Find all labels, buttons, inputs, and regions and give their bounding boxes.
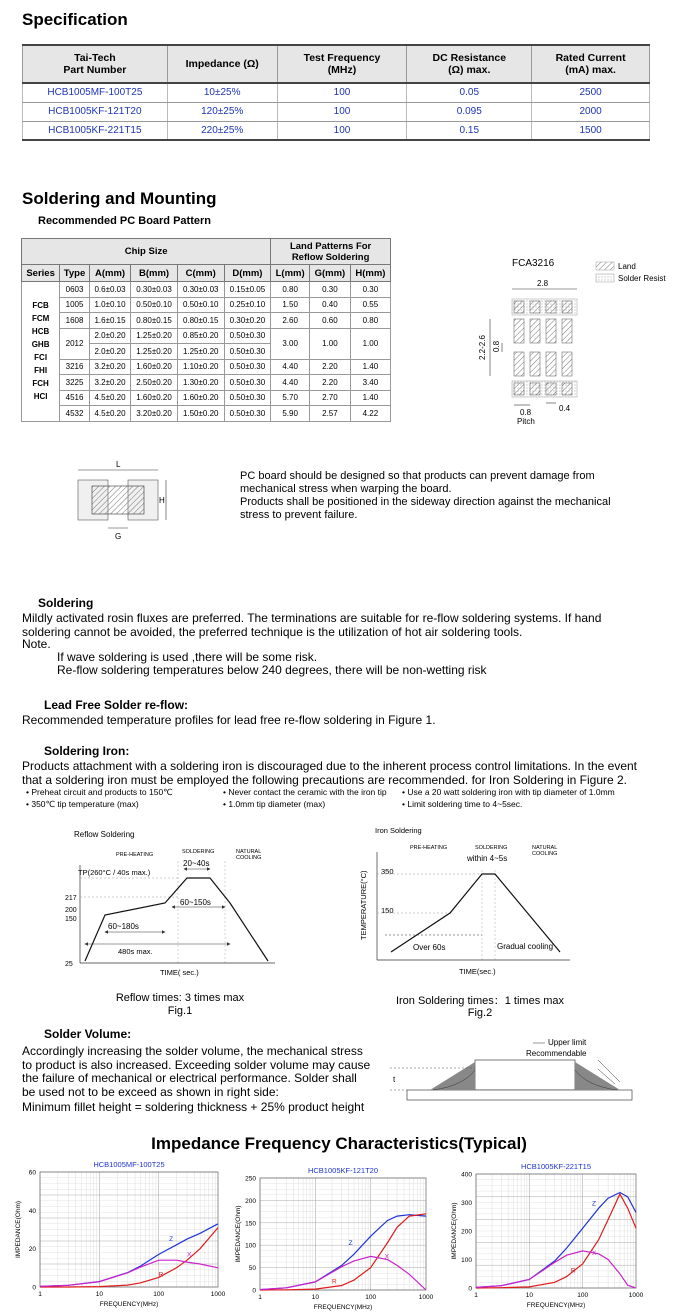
land-col-header: C(mm)	[177, 265, 224, 282]
impedance-xlabel: FREQUENCY(MHz)	[313, 1304, 373, 1311]
impedance-series-label: Z	[592, 1200, 597, 1208]
land-cell: 0.30	[310, 282, 351, 298]
impedance-chart-title: HCB1005KF-121T20	[307, 1166, 379, 1175]
land-cell: 1.25±0.20	[131, 344, 178, 360]
land-cell: 4.5±0.20	[89, 390, 130, 406]
volume-recommend-label: Recommendable	[526, 1049, 587, 1058]
land-col-header: A(mm)	[89, 265, 130, 282]
dim-inner: 0.8	[492, 340, 501, 352]
impedance-y-tick: 0	[468, 1285, 472, 1293]
rated-current-header: Rated Current (mA) max.	[532, 45, 650, 83]
land-cell: 0.50±0.30	[224, 406, 271, 422]
spec-cell: 2500	[532, 83, 650, 102]
fca3216-diagram	[472, 255, 672, 430]
land-cell: 1.30±0.20	[177, 375, 224, 391]
impedance-ylabel: IMPEDANCE(Ohm)	[235, 1205, 242, 1263]
impedance-y-tick: 150	[245, 1220, 256, 1228]
series-list	[22, 282, 60, 422]
reflow-20-40: 20~40s	[183, 859, 210, 868]
land-cell: 1.40	[350, 390, 390, 406]
series-item: FHI	[34, 366, 48, 376]
soldering-note-label: Note.	[22, 637, 51, 651]
land-cell: 0.50±0.30	[224, 359, 271, 375]
impedance-y-tick: 0	[32, 1284, 36, 1292]
spec-cell: 100	[277, 121, 407, 140]
impedance-y-tick: 40	[28, 1207, 36, 1215]
impedance-series-label: X	[384, 1253, 390, 1261]
land-cell: 0.50±0.30	[224, 328, 271, 344]
land-cell: 1.25±0.20	[177, 344, 224, 360]
spec-cell: 0.15	[407, 121, 532, 140]
iron-bullet-4: • 350℃ tip temperature (max)	[26, 799, 139, 809]
land-row	[22, 390, 391, 406]
impedance-y-tick: 300	[461, 1200, 472, 1207]
land-pattern-table	[21, 238, 391, 422]
impedance-title: Impedance Frequency Characteristics(Typical)	[151, 1134, 527, 1153]
leadfree-text: Recommended temperature profiles for lead free re-flow soldering in Figure 1.	[22, 713, 436, 727]
spec-row	[23, 83, 650, 102]
land-cell: 2.57	[310, 406, 351, 422]
pad-label-h: H	[159, 496, 165, 505]
land-cell: 0603	[60, 282, 90, 298]
iron-text: Products attachment with a soldering iron is discouraged due to the inherent process control limitations. In the event that a soldering iron must be employed the following precautions are recommended. for Iron Soldering in Figure 2.	[22, 759, 638, 787]
iron-within: within 4~5s	[467, 854, 508, 863]
iron-xlabel: TIME(sec.)	[459, 967, 496, 976]
spec-row	[23, 121, 650, 140]
land-cell: 0.50±0.30	[224, 344, 271, 360]
iron-bullet-3: • Use a 20 watt soldering iron with tip diameter of 1.0mm	[402, 787, 615, 797]
dim-pitch: 0.8	[520, 408, 532, 417]
spec-cell: HCB1005KF-121T20	[23, 102, 168, 121]
land-row	[22, 313, 391, 329]
reflow-480: 480s max.	[118, 947, 153, 956]
impedance-x-tick: 10	[525, 1292, 533, 1299]
land-cell: 0.15±0.05	[224, 282, 271, 298]
impedance-y-tick: 60	[28, 1169, 36, 1177]
pc-board-note: PC board should be designed so that products can prevent damage from mechanical stress when warping the board. Products shall be positioned in the sideway direction against the mechanical stress to prevent failure.	[240, 470, 611, 521]
spec-cell: 10±25%	[167, 83, 277, 102]
part-number-header: Tai-Tech Part Number	[23, 45, 168, 83]
land-col-header: G(mm)	[310, 265, 351, 282]
land-cell: 0.6±0.03	[89, 282, 130, 298]
volume-min-fillet: Minimum fillet height = soldering thickness + 25% product height	[22, 1100, 365, 1114]
iron-phase-cooling-2: COOLING	[532, 851, 558, 857]
impedance-x-tick: 100	[577, 1292, 589, 1299]
land-cell: 2.20	[310, 375, 351, 391]
iron-phase-preheat: PRE-HEATING	[410, 845, 448, 851]
land-cell: 1.60±0.20	[131, 390, 178, 406]
land-cell: 0.30	[350, 282, 390, 298]
land-cell: 1.10±0.20	[177, 359, 224, 375]
series-item: FCI	[34, 353, 48, 363]
land-cell: 1.60±0.20	[131, 359, 178, 375]
land-cell: 4.5±0.20	[89, 406, 130, 422]
land-cell: 4532	[60, 406, 90, 422]
reflow-tp: TP(260°C / 40s max.)	[78, 868, 151, 877]
impedance-chart-2	[228, 1164, 438, 1312]
impedance-series-z	[476, 1193, 636, 1288]
impedance-xlabel: FREQUENCY(MHz)	[526, 1302, 586, 1309]
impedance-chart-title: HCB1005KF-221T15	[520, 1162, 592, 1171]
iron-bullet-2: • Never contact the ceramic with the iron tip	[223, 787, 387, 797]
spec-cell: 1500	[532, 121, 650, 140]
iron-gradual: Gradual cooling	[497, 942, 554, 951]
land-cell: 4.22	[350, 406, 390, 422]
land-cell: 1.60±0.20	[177, 390, 224, 406]
iron-chart	[355, 822, 585, 982]
pad-label-g: G	[115, 532, 122, 541]
impedance-x-tick: 10	[95, 1291, 103, 1298]
land-row	[22, 297, 391, 313]
land-col-header: D(mm)	[224, 265, 271, 282]
series-item: FCM	[31, 314, 50, 324]
impedance-series-label: R	[331, 1278, 337, 1286]
impedance-series-label: X	[592, 1250, 597, 1258]
land-cell: 4.40	[271, 375, 310, 391]
test-frequency-header: Test Frequency (MHz)	[277, 45, 407, 83]
impedance-x-tick: 10	[311, 1294, 319, 1301]
reflow-title: Reflow Soldering	[74, 830, 135, 839]
reflow-caption: Reflow times: 3 times max	[115, 992, 245, 1004]
soldering-note-1: If wave soldering is used ,there will be some risk.	[57, 650, 318, 664]
reflow-y-217: 217	[65, 895, 77, 902]
spec-cell: 100	[277, 102, 407, 121]
land-row	[22, 406, 391, 422]
land-cell: 4516	[60, 390, 90, 406]
land-cell: 2.0±0.20	[89, 344, 130, 360]
land-cell: 1.0±0.10	[89, 297, 130, 313]
iron-bullet-6: • Limit soldering time to 4~5sec.	[402, 799, 523, 809]
legend-resist-swatch	[596, 274, 614, 282]
impedance-series-label: X	[186, 1251, 192, 1259]
leadfree-title: Lead Free Solder re-flow:	[44, 698, 189, 712]
land-cell: 1.25±0.20	[131, 328, 178, 344]
iron-over: Over 60s	[413, 943, 446, 952]
iron-phase-cooling-1: NATURAL	[532, 845, 558, 851]
land-cell: 2.20	[310, 359, 351, 375]
reflow-y-25: 25	[65, 961, 73, 968]
land-cell: 1.50	[271, 297, 310, 313]
spec-cell: HCB1005KF-221T15	[23, 121, 168, 140]
reflow-phase-preheat: PRE-HEATING	[116, 852, 154, 858]
impedance-series-label: R	[158, 1271, 164, 1279]
impedance-chart-3	[440, 1160, 650, 1312]
land-cell: 0.50±0.10	[177, 297, 224, 313]
land-cell: 1.00	[350, 328, 390, 359]
land-patterns-header	[271, 239, 391, 265]
spec-cell: HCB1005MF-100T25	[23, 83, 168, 102]
impedance-series-label: R	[570, 1267, 576, 1275]
land-cell: 4.40	[271, 359, 310, 375]
land-col-header: B(mm)	[131, 265, 178, 282]
impedance-xlabel: FREQUENCY(MHz)	[99, 1301, 159, 1308]
land-cell: 0.55	[350, 297, 390, 313]
volume-text: Accordingly increasing the solder volume, the mechanical stress to product is also increased. Exceeding solder volume may cause the failure of mechanical or electrical performance. Solder shall be used not to be exceed as shown in right side:	[22, 1044, 371, 1099]
land-cell: 0.60	[310, 313, 351, 329]
impedance-x-tick: 1	[474, 1292, 478, 1299]
land-cell: 0.30±0.03	[177, 282, 224, 298]
land-cell: 2.50±0.20	[131, 375, 178, 391]
land-row	[22, 359, 391, 375]
land-cell: 2012	[60, 328, 90, 359]
land-cell: 0.50±0.10	[131, 297, 178, 313]
land-cell: 5.70	[271, 390, 310, 406]
spec-cell: 2000	[532, 102, 650, 121]
land-row	[22, 282, 391, 298]
dim-pitch-label: Pitch	[517, 417, 535, 426]
land-cell: 3.40	[350, 375, 390, 391]
dim-gap: 0.4	[559, 404, 571, 413]
reflow-xlabel: TIME( sec.)	[160, 968, 199, 977]
fca-title: FCA3216	[512, 258, 555, 269]
impedance-y-tick: 20	[28, 1246, 36, 1254]
impedance-x-tick: 1	[38, 1291, 42, 1298]
solder-volume-diagram	[385, 1034, 645, 1106]
spec-cell: 220±25%	[167, 121, 277, 140]
land-cell: 1005	[60, 297, 90, 313]
iron-caption: Iron Soldering times：1 times max	[395, 995, 565, 1007]
reflow-y-150: 150	[65, 916, 77, 923]
volume-title: Solder Volume:	[44, 1027, 132, 1041]
iron-y-150: 150	[381, 906, 394, 915]
impedance-y-tick: 200	[245, 1197, 256, 1205]
pad-label-l: L	[116, 460, 121, 469]
iron-chart-title: Iron Soldering	[375, 826, 422, 835]
impedance-x-tick: 1000	[418, 1294, 434, 1301]
impedance-y-tick: 100	[245, 1242, 256, 1250]
land-col-header: L(mm)	[271, 265, 310, 282]
spec-cell: 0.05	[407, 83, 532, 102]
series-item: HCB	[31, 327, 50, 337]
spec-table	[22, 44, 650, 141]
land-cell: 3216	[60, 359, 90, 375]
iron-phase-soldering: SOLDERING	[475, 845, 508, 851]
spec-title: Specification	[22, 10, 128, 29]
impedance-x-tick: 100	[153, 1291, 165, 1298]
mounting-title: Soldering and Mounting	[22, 189, 217, 208]
land-cell: 3.20±0.20	[131, 406, 178, 422]
impedance-y-tick: 250	[245, 1175, 256, 1183]
series-item: FCH	[32, 379, 49, 389]
land-cell: 5.90	[271, 406, 310, 422]
land-cell: 3.2±0.20	[89, 359, 130, 375]
series-item: GHB	[31, 340, 50, 350]
reflow-profile-line	[85, 878, 268, 961]
chip-size-header: Chip Size	[22, 239, 271, 265]
impedance-series-label: Z	[348, 1240, 353, 1248]
iron-profile-line	[391, 874, 560, 952]
board-pattern-title: Recommended PC Board Pattern	[38, 215, 211, 227]
land-cell: 0.40	[310, 297, 351, 313]
legend-land-label: Land	[618, 262, 636, 271]
reflow-phase-cooling-1: NATURAL	[236, 849, 262, 855]
land-cell: 0.80	[350, 313, 390, 329]
land-cell: 0.30±0.20	[224, 313, 271, 329]
impedance-ylabel: IMPEDANCE(Ohm)	[451, 1202, 458, 1260]
land-cell: 3.00	[271, 328, 310, 359]
impedance-y-tick: 200	[461, 1228, 472, 1236]
iron-bullet-1: • Preheat circuit and products to 150℃	[26, 787, 173, 797]
volume-t-label: t	[393, 1075, 396, 1084]
impedance-ylabel: IMPEDANCE(Ohm)	[15, 1200, 22, 1259]
impedance-chart-title: HCB1005MF-100T25	[93, 1160, 165, 1169]
land-col-header: Type	[60, 265, 90, 282]
volume-upper-label: Upper limit	[548, 1038, 587, 1047]
impedance-y-tick: 0	[252, 1287, 256, 1295]
reflow-fig-label: Fig.1	[167, 1005, 193, 1017]
land-cell: 1.40	[350, 359, 390, 375]
land-cell: 0.80±0.15	[131, 313, 178, 329]
land-cell: 0.80±0.15	[177, 313, 224, 329]
iron-bullet-5: • 1.0mm tip diameter (max)	[223, 799, 326, 809]
land-cell: 1.6±0.15	[89, 313, 130, 329]
impedance-x-tick: 100	[365, 1294, 377, 1301]
iron-fig-label: Fig.2	[467, 1007, 493, 1019]
spec-cell: 120±25%	[167, 102, 277, 121]
land-cell: 0.50±0.30	[224, 375, 271, 391]
dim-width: 2.8	[537, 279, 549, 288]
impedance-header: Impedance (Ω)	[167, 45, 277, 83]
reflow-phase-cooling-2: COOLING	[236, 855, 262, 861]
land-cell: 0.25±0.10	[224, 297, 271, 313]
series-item: FCB	[32, 301, 49, 311]
pad-diagram	[70, 458, 180, 548]
soldering-text: Mildly activated rosin fluxes are preferred. The terminations are suitable for re-flow soldering systems. If hand soldering cannot be avoided, the preferred technique is the utilization of hot air soldering tools.	[22, 611, 602, 639]
impedance-x-tick: 1000	[210, 1291, 226, 1298]
series-item: HCI	[33, 392, 48, 402]
spec-row	[23, 102, 650, 121]
reflow-y-200: 200	[65, 907, 77, 914]
land-cell: 1.50±0.20	[177, 406, 224, 422]
land-row	[22, 328, 391, 344]
land-row	[22, 375, 391, 391]
land-cell: 1608	[60, 313, 90, 329]
reflow-chart	[60, 825, 290, 985]
reflow-60-150: 60~150s	[180, 898, 211, 907]
legend-resist-label: Solder Resist	[618, 274, 666, 283]
land-cell: 0.80	[271, 282, 310, 298]
impedance-y-tick: 50	[248, 1265, 256, 1273]
land-cell: 3.2±0.20	[89, 375, 130, 391]
land-col-header: H(mm)	[350, 265, 390, 282]
dc-resistance-header: DC Resistance (Ω) max.	[407, 45, 532, 83]
reflow-phase-soldering: SOLDERING	[182, 849, 215, 855]
impedance-y-tick: 400	[461, 1171, 472, 1179]
land-patterns-label: Land Patterns For Reflow Soldering	[289, 240, 372, 263]
land-cell: 0.85±0.20	[177, 328, 224, 344]
land-col-header: Series	[22, 265, 60, 282]
land-cell: 0.30±0.03	[131, 282, 178, 298]
land-cell: 2.0±0.20	[89, 328, 130, 344]
land-cell: 2.70	[310, 390, 351, 406]
soldering-note-2: Re-flow soldering temperatures below 240 degrees, there will be non-wetting risk	[57, 663, 487, 677]
iron-y-350: 350	[381, 867, 394, 876]
land-cell: 1.00	[310, 328, 351, 359]
land-cell: 3225	[60, 375, 90, 391]
land-cell: 2.60	[271, 313, 310, 329]
soldering-title: Soldering	[38, 596, 94, 610]
impedance-x-tick: 1	[258, 1294, 262, 1301]
impedance-x-tick: 1000	[628, 1292, 644, 1299]
impedance-series-z	[260, 1215, 426, 1290]
spec-cell: 0.095	[407, 102, 532, 121]
dim-height: 2.2-2.6	[478, 335, 487, 360]
land-cell: 0.50±0.30	[224, 390, 271, 406]
legend-land-swatch	[596, 262, 614, 270]
iron-ylabel: TEMPERATURE(°C)	[359, 870, 368, 940]
impedance-chart-1	[10, 1158, 228, 1310]
impedance-series-label: Z	[169, 1236, 174, 1243]
reflow-60-180: 60~180s	[108, 922, 139, 931]
spec-cell: 100	[277, 83, 407, 102]
iron-title: Soldering Iron:	[44, 744, 130, 758]
impedance-y-tick: 100	[461, 1257, 472, 1264]
